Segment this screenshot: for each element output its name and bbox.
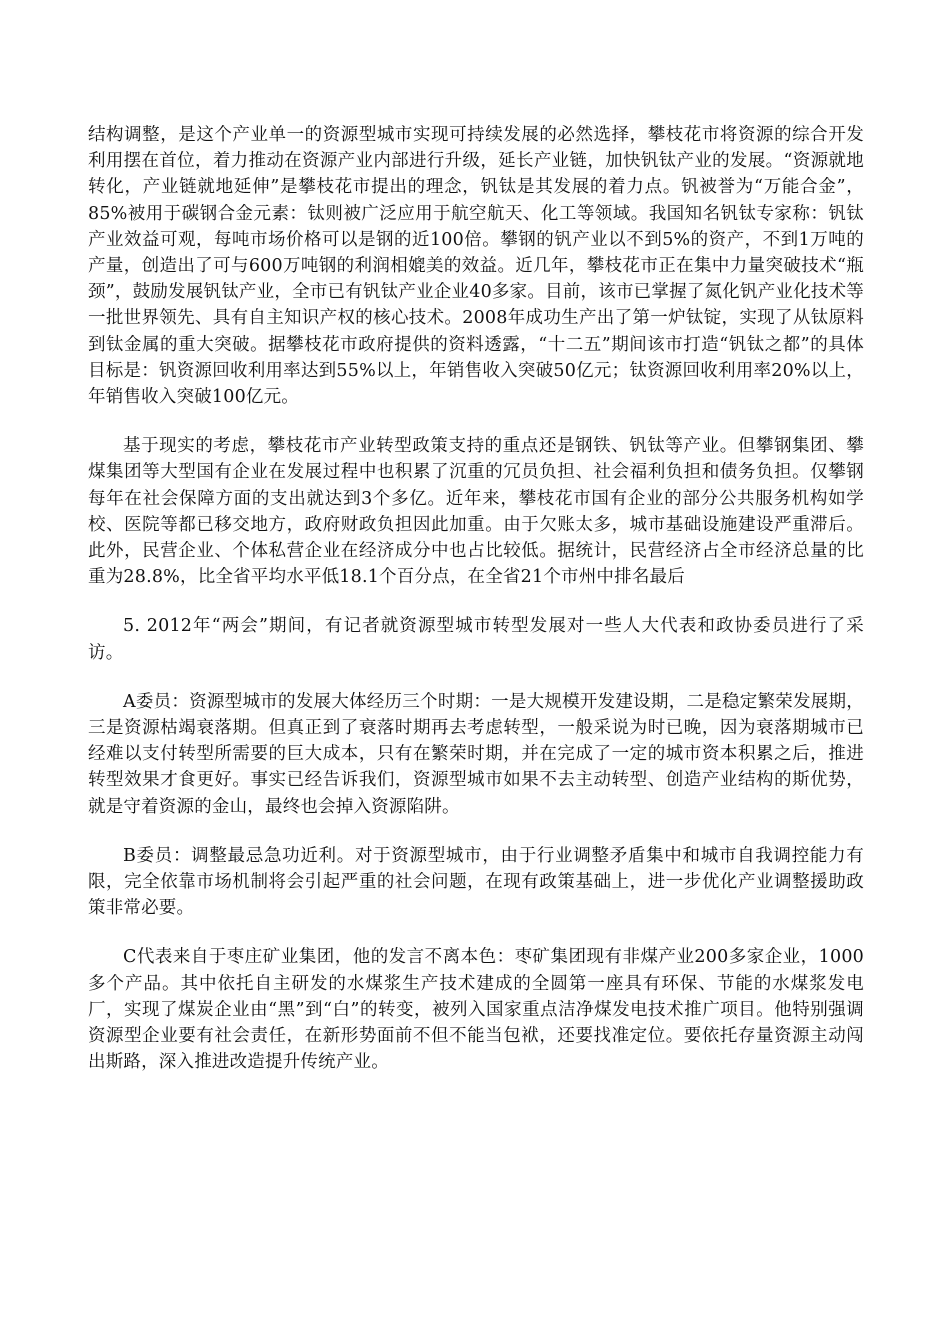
paragraph-member-a: A委员：资源型城市的发展大体经历三个时期：一是大规模开发建设期，二是稳定繁荣发展期，三是资源枯竭衰落期。但真正到了衰落时期再去考虑转型，一般采说为时已晚，因为衰落期城市已经难以支付转型所需要的巨大成本，只有在繁荣时期，并在完成了一定的城市资本积累之后，推进转型效果才食更好。事实已经告诉我们，资源型城市如果不去主动转型、创造产业结构的斯优势，就是守着资源的金山，最终也会掉入资源陷阱。	[88, 691, 864, 817]
paragraph-policy-burdens: 基于现实的考虑，攀枝花市产业转型政策支持的重点还是钢铁、钒钛等产业。但攀钢集团、攀煤集团等大型国有企业在发展过程中也积累了沉重的冗员负担、社会福利负担和债务负担。仅攀钢每年在社会保障方面的支出就达到3个多亿。近年来，攀枝花市国有企业的部分公共服务机构如学校、医院等都已移交地方，政府财政负担因此加重。由于欠账太多，城市基础设施建设严重滞后。此外，民营企业、个体私营企业在经济成分中也占比较低。据统计，民营经济占全市经济总量的比重为28.8%，比全省平均水平低18.1个百分点，在全省21个市州中排名最后	[88, 436, 864, 588]
paragraph-representative-c: C代表来自于枣庄矿业集团，他的发言不离本色：枣矿集团现有非煤产业200多家企业，1000多个产品。其中依托自主研发的水煤浆生产技术建成的全圆第一座具有环保、节能的水煤浆发电厂，实现了煤炭企业由“黑”到“白”的转变，被列入国家重点洁净煤发电技术推广项目。他特别强调资源型企业要有社会责任，在新形势面前不但不能当包袱，还要找准定位。要依托存量资源主动闯出斯路，深入推进改造提升传统产业。	[88, 947, 864, 1073]
paragraph-item-5-intro: 5. 2012年“两会”期间，有记者就资源型城市转型发展对一些人大代表和政协委员进行了采访。	[88, 616, 864, 663]
paragraph-member-b: B委员：调整最忌急功近利。对于资源型城市，由于行业调整矛盾集中和城市自我调控能力有限，完全依靠市场机制将会引起严重的社会问题，在现有政策基础上，进一步优化产业调整援助政策非常必要。	[88, 845, 864, 919]
paragraph-panzhihua-vanadium-titanium: 结构调整，是这个产业单一的资源型城市实现可持续发展的必然选择，攀枝花市将资源的综合开发利用摆在首位，着力推动在资源产业内部进行升级，延长产业链，加快钒钛产业的发展。“资源就地转化，产业链就地延伸”是攀枝花市提出的理念，钒钛是其发展的着力点。钒被誉为“万能合金”，85%被用于碳钢合金元素：钛则被广泛应用于航空航天、化工等领域。我国知名钒钛专家称：钒钛产业效益可观，每吨市场价格可以是钢的近100倍。攀钢的钒产业以不到5%的资产，不到1万吨的产量，创造出了可与600万吨钢的利润相媲美的效益。近几年，攀枝花市正在集中力量突破技术“瓶颈”，鼓励发展钒钛产业，全市已有钒钛产业企业40多家。目前，该市已掌握了氮化钒产业化技术等一批世界领先、具有自主知识产权的核心技术。2008年成功生产出了第一炉钛锭，实现了从钛原料到钛金属的重大突破。据攀枝花市政府提供的资料透露，“十二五”期间该市打造“钒钛之都”的具体目标是：钒资源回收利用率达到55%以上，年销售收入突破50亿元；钛资源回收利用率20%以上，年销售收入突破100亿元。	[88, 125, 864, 408]
document-body	[88, 122, 864, 1099]
